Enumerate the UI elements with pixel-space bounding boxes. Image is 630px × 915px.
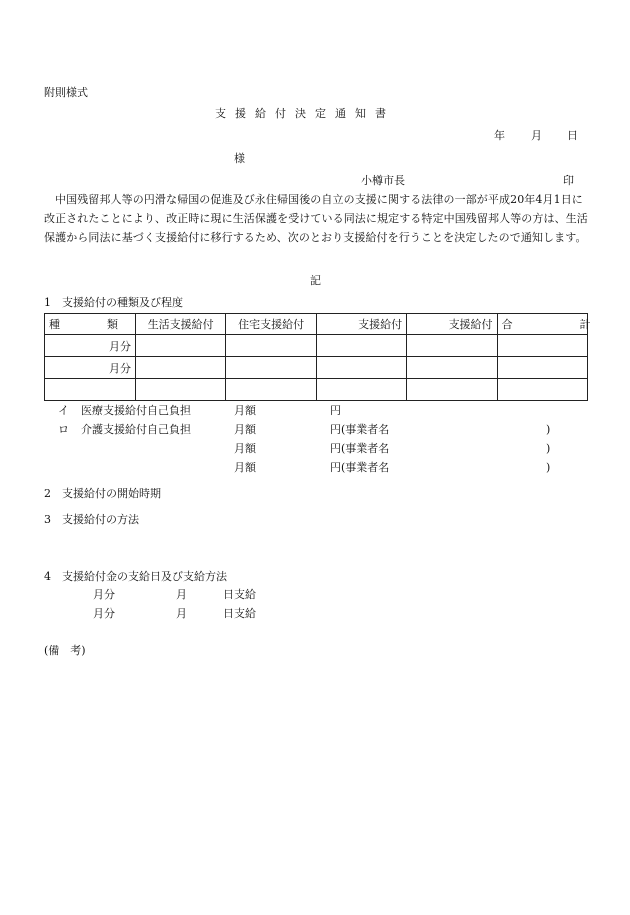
- table-cell: [226, 357, 316, 379]
- table-cell: [136, 335, 226, 357]
- date-day: 日: [567, 129, 578, 142]
- table-cell: [136, 357, 226, 379]
- table-cell: [136, 379, 226, 401]
- table-header-row: [45, 314, 588, 335]
- remarks-label: (備 考): [44, 644, 86, 657]
- care-line-monthly: 月額: [234, 423, 256, 436]
- payment-line-day: 日支給: [223, 607, 256, 620]
- payment-line-month: 月: [176, 588, 187, 601]
- support-benefit-table: [44, 313, 619, 401]
- table-cell: [497, 357, 587, 379]
- row-kind-cell: 月分: [45, 357, 136, 379]
- document-title: 支援給付決定通知書: [215, 107, 395, 120]
- table-cell: [316, 379, 406, 401]
- table-cell: [226, 379, 316, 401]
- table-row: [45, 357, 588, 379]
- date-year: 年: [494, 129, 505, 142]
- medical-burden-label: 医療支援給付自己負担: [81, 404, 191, 417]
- section-4-heading: 4 支援給付金の支給日及び支給方法: [44, 570, 227, 583]
- care-burden-label: 介護支援給付自己負担: [81, 423, 191, 436]
- table-row: [45, 379, 588, 401]
- payment-line-portion: 月分: [93, 607, 115, 620]
- table-cell: [407, 357, 497, 379]
- care-line-close: ): [546, 423, 551, 436]
- header-support-benefit-1: 支援給付: [316, 314, 406, 335]
- seal-mark: 印: [563, 174, 574, 187]
- table-row: [45, 335, 588, 357]
- payment-line-day: 日支給: [223, 588, 256, 601]
- payment-line-month: 月: [176, 607, 187, 620]
- payment-line-portion: 月分: [93, 588, 115, 601]
- notice-body-text: 中国残留邦人等の円滑な帰国の促進及び永住帰国後の自立の支援に関する法律の一部が平成20年4月1日に改正されたことにより、改正時に現に生活保護を受けている同法に規定する特定中国残留邦人等の方は、生活保護から同法に基づく支援給付に移行するため、次のとおり支援給付を行うことを決定したので通知します。: [44, 193, 588, 244]
- table-cell: [316, 335, 406, 357]
- care-line-provider: 円(事業者名: [330, 461, 390, 474]
- care-burden-marker: ロ: [58, 423, 69, 436]
- header-housing-support: 住宅支援給付: [226, 314, 316, 335]
- header-total: 合 計: [497, 314, 587, 335]
- care-line-close: ): [546, 461, 551, 474]
- medical-burden-monthly: 月額: [234, 404, 256, 417]
- care-line-provider: 円(事業者名: [330, 423, 390, 436]
- care-line-monthly: 月額: [234, 442, 256, 455]
- care-line-provider: 円(事業者名: [330, 442, 390, 455]
- medical-burden-yen: 円: [330, 404, 341, 417]
- table-cell: [226, 335, 316, 357]
- table-cell: [407, 335, 497, 357]
- table-cell: [497, 379, 587, 401]
- medical-burden-marker: イ: [58, 404, 69, 417]
- header-support-benefit-2: 支援給付: [407, 314, 497, 335]
- header-kind: 種 類: [45, 314, 136, 335]
- table-cell: [316, 357, 406, 379]
- care-line-monthly: 月額: [234, 461, 256, 474]
- care-line-close: ): [546, 442, 551, 455]
- row-kind-cell: 月分: [45, 335, 136, 357]
- section-1-heading: 1 支援給付の種類及び程度: [44, 296, 183, 309]
- ki-mark: 記: [310, 274, 321, 287]
- table-cell: [497, 335, 587, 357]
- table-cell: [407, 379, 497, 401]
- date-month: 月: [531, 129, 542, 142]
- section-3-heading: 3 支援給付の方法: [44, 513, 139, 526]
- header-living-support: 生活支援給付: [136, 314, 226, 335]
- row-kind-cell: [45, 379, 136, 401]
- addressee-suffix: 様: [234, 152, 245, 165]
- form-label: 附則様式: [44, 86, 88, 99]
- section-2-heading: 2 支援給付の開始時期: [44, 487, 161, 500]
- issuer-name: 小樽市長: [361, 174, 405, 187]
